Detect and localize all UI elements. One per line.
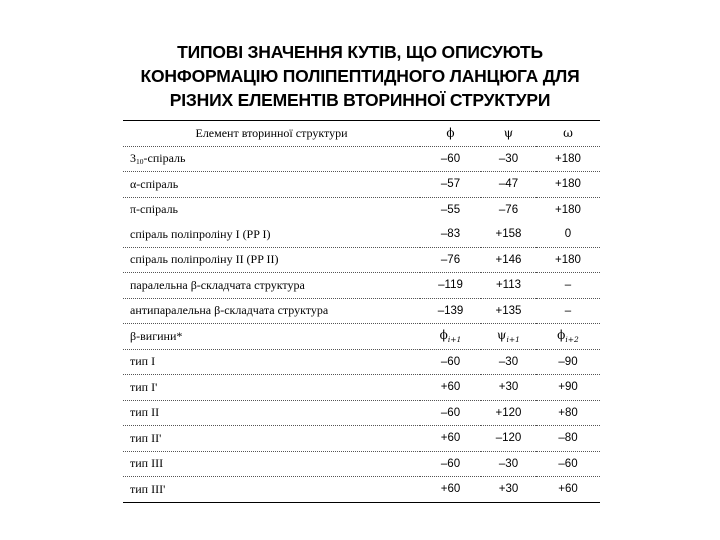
row-omega: +180 [536,247,600,273]
turn-name: тип I [123,349,420,375]
turn-v2: +30 [481,477,536,503]
row-name: спіраль поліпроліну I (PP I) [130,226,271,241]
turn-name: тип III' [123,477,420,503]
turn-v3: –60 [536,451,600,477]
row-phi: –55 [420,197,481,222]
row-psi: +146 [481,247,536,273]
table-row [123,197,600,222]
title-line-3: РІЗНИХ ЕЛЕМЕНТІВ ВТОРИННОЇ СТРУКТУРИ [169,90,551,110]
table-row [123,477,600,503]
row-omega: – [536,273,600,299]
turn-v2: +30 [481,375,536,401]
row-phi: –119 [420,273,481,299]
table-row [123,349,600,375]
table-row [123,222,600,247]
row-psi: –30 [481,146,536,172]
page-title [0,40,720,112]
turn-v2: +120 [481,400,536,426]
header-element: Елемент вторинної структури [195,125,348,140]
header-omega: ω [563,126,573,141]
turn-v1: –60 [420,451,481,477]
table-row [123,172,600,198]
row-psi: +135 [481,298,536,324]
title-line-1: ТИПОВІ ЗНАЧЕННЯ КУТІВ, ЩО ОПИСУЮТЬ [177,42,543,62]
row-name: паралельна β-складчата структура [123,273,420,299]
row-omega: +180 [536,172,600,198]
turn-v2: –30 [481,349,536,375]
row-omega: – [536,298,600,324]
turn-v3: +90 [536,375,600,401]
turn-v3: +60 [536,477,600,503]
title-line-2: КОНФОРМАЦІЮ ПОЛІПЕПТИДНОГО ЛАНЦЮГА ДЛЯ [140,66,580,86]
table-header-row [123,121,600,147]
turn-name: тип I' [123,375,420,401]
turns-header-name: β-вигини* [123,324,420,350]
header-phi: ϕ [446,126,455,141]
row-name: π-спіраль [123,197,420,222]
table-row [123,426,600,452]
turns-header-col1: $\phi_{i+1}$ [420,324,481,350]
row-name: α-спіраль [123,172,420,198]
row-phi: –76 [420,247,481,273]
table-row [123,298,600,324]
turn-v1: +60 [420,426,481,452]
row-phi: –83 [440,228,461,241]
row-phi: –60 [420,146,481,172]
table-row [123,400,600,426]
table-row [123,247,600,273]
row-omega: +180 [536,197,600,222]
table-row [123,146,600,172]
row-psi: +113 [481,273,536,299]
turn-v1: –60 [420,349,481,375]
turn-v2: –120 [481,426,536,452]
turn-v3: +80 [536,400,600,426]
angles-table [123,120,600,503]
turn-name: тип II' [123,426,420,452]
turn-v1: +60 [420,375,481,401]
row-phi: –139 [420,298,481,324]
turn-v1: –60 [420,400,481,426]
row-name: антипаралельна β-складчата структура [123,298,420,324]
row-omega: 0 [564,228,572,241]
row-psi: –76 [481,197,536,222]
header-psi: ψ [503,126,514,141]
table-row [123,451,600,477]
row-psi: +158 [495,228,522,241]
turn-v1: +60 [420,477,481,503]
turn-v2: –30 [481,451,536,477]
row-phi: –57 [420,172,481,198]
turns-header-row [123,324,600,350]
row-omega: +180 [536,146,600,172]
turn-name: тип III [123,451,420,477]
turns-header-col2: $\psi_{i+1}$ [481,324,536,350]
turns-header-col3: $\phi_{i+2}$ [536,324,600,350]
row-name: $3_{10}$-спіраль [123,146,420,172]
row-psi: –47 [481,172,536,198]
row-name: спіраль поліпроліну II (PP II) [123,247,420,273]
table-row [123,273,600,299]
turn-v3: –80 [536,426,600,452]
table-row [123,375,600,401]
turn-v3: –90 [536,349,600,375]
turn-name: тип II [123,400,420,426]
